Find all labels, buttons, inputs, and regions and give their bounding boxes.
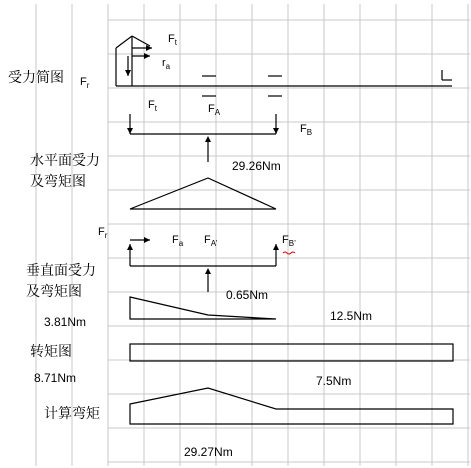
fa-v-arrow-up-head xyxy=(205,268,211,274)
gear-top-edge xyxy=(116,36,132,48)
label-fb-prime-v: $F_{B’}$ xyxy=(282,234,296,248)
combined-moment xyxy=(44,388,453,459)
label-fa-v: $F_a$ xyxy=(172,234,184,248)
section-label-combined: 计算弯矩 xyxy=(44,406,100,422)
combined-moment-shape xyxy=(130,388,453,424)
fr-v-arrow-head xyxy=(127,244,133,250)
label-ft-h: $F_t$ xyxy=(148,99,157,113)
fa-h-arrow-head xyxy=(205,136,211,142)
section-label-horizontal-1: 水平面受力 xyxy=(30,153,100,169)
fa-v-arrow-head xyxy=(144,237,150,243)
section-label-horizontal-2: 及弯矩图 xyxy=(30,174,86,190)
section-label-vertical-2: 及弯矩图 xyxy=(26,284,82,300)
label-fa-top: $r_a$ xyxy=(162,57,171,71)
fr-arrow-head xyxy=(125,70,131,76)
label-fa-h: $F_A$ xyxy=(208,103,221,117)
section-label-vertical-1: 垂直面受力 xyxy=(26,263,96,279)
horizontal-moment-triangle xyxy=(130,178,276,209)
torque-rectangle xyxy=(130,344,453,361)
label-fr-v: $F_r$ xyxy=(98,226,108,240)
label-ft-top: $F_t$ xyxy=(168,33,177,47)
label-fa-prime-v: $F_{A’}$ xyxy=(204,234,218,248)
gear-right-edge xyxy=(132,36,150,46)
label-fr-top: $F_r$ xyxy=(80,76,90,90)
torque-left-value: 8.71Nm xyxy=(34,371,77,385)
fb-h-arrow-head xyxy=(273,128,279,134)
force-diagram xyxy=(8,33,452,96)
vertical-mid-value: 0.65Nm xyxy=(226,288,269,302)
vertical-left-value: 3.81Nm xyxy=(44,315,87,329)
torque-diagram xyxy=(30,344,453,388)
ft-h-arrow-head xyxy=(127,128,133,134)
combined-moment-value: 29.27Nm xyxy=(184,445,233,459)
fb-v-arrow-head xyxy=(273,244,279,250)
torque-right-value: 7.5Nm xyxy=(316,374,352,388)
vertical-plane xyxy=(26,226,372,329)
label-fb-h: $F_B$ xyxy=(300,123,313,137)
spellcheck-underline xyxy=(283,252,295,254)
horizontal-moment-value: 29.26Nm xyxy=(232,159,281,173)
section-label-torque: 转矩图 xyxy=(30,344,72,360)
vertical-right-value: 12.5Nm xyxy=(330,309,373,323)
section-label-force-diagram: 受力简图 xyxy=(8,70,64,86)
